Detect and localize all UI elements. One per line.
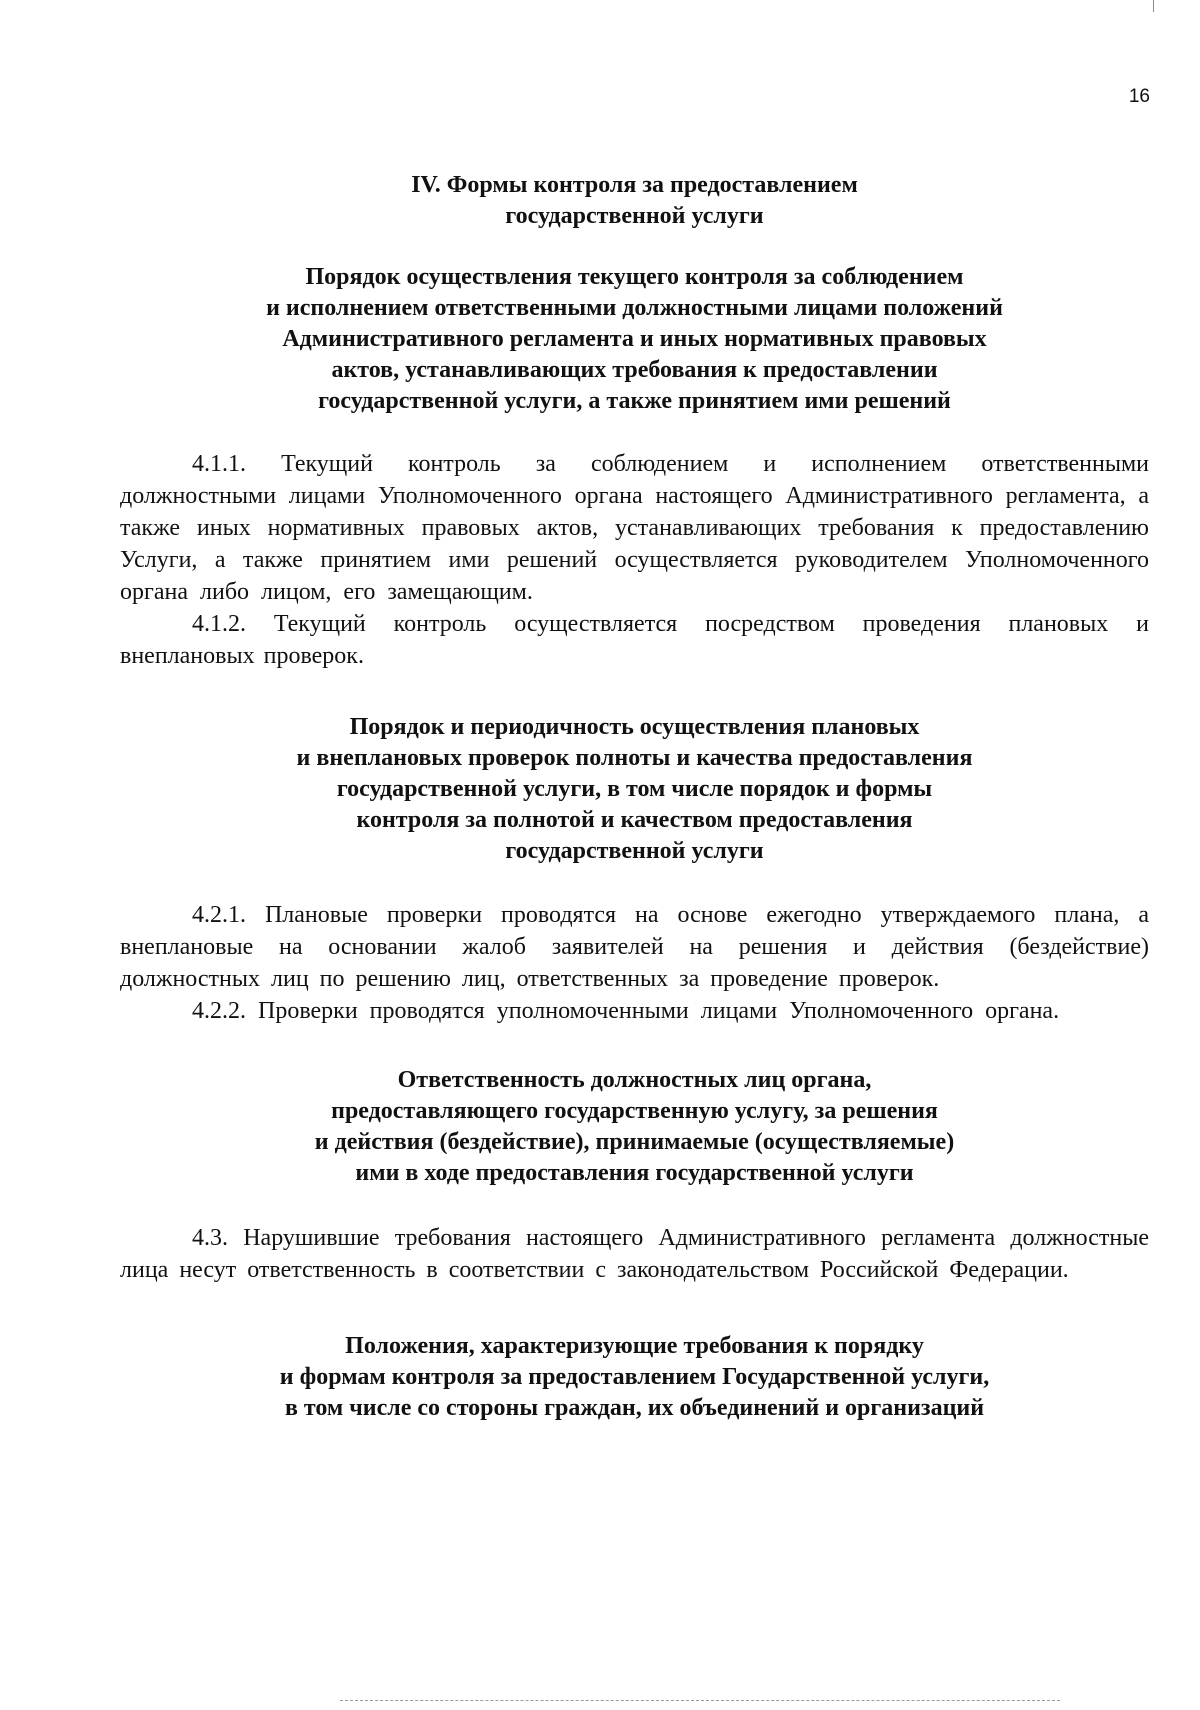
heading-line: в том числе со стороны граждан, их объединений и организаций (284, 1395, 985, 1421)
paragraph-4-2-1: 4.2.1. Плановые проверки проводятся на основе ежегодно утверждаемого плана, а внеплановые на основании жалоб заявителей на решения и действия (бездействие) должностных лиц по решению лиц, ответственных за проведение проверок. (120, 902, 1149, 992)
subsection-heading-responsibility (120, 1065, 1149, 1189)
heading-line: предоставляющего государственную услугу, за решения (331, 1098, 938, 1124)
bottom-scan-rule (340, 1700, 1060, 1701)
page-number: 16 (1128, 86, 1150, 107)
heading-line: и внеплановых проверок полноты и качества предоставления (296, 745, 973, 771)
paragraph-4-2-2: 4.2.2. Проверки проводятся уполномоченными лицами Уполномоченного органа. (192, 998, 1060, 1024)
paragraph-4-1-1: 4.1.1. Текущий контроль за соблюдением и исполнением ответственными должностными лицами Уполномоченного органа настоящего Административного регламента, а также иных нормативных правовых актов, устанавливающих требования к предоставлению Услуги, а также принятием ими решений осуществляется руководителем Уполномоченного органа либо лицом, его замещающим. (120, 451, 1149, 605)
heading-line: Положения, характеризующие требования к порядку (345, 1333, 924, 1359)
heading-line: и действия (бездействие), принимаемые (осуществляемые) (314, 1129, 955, 1155)
document-body (120, 170, 1149, 1424)
heading-line: государственной услуги (505, 838, 764, 864)
scan-edge-mark (1153, 0, 1154, 12)
heading-line: Порядок осуществления текущего контроля за соблюдением (305, 264, 964, 290)
heading-line: ими в ходе предоставления государственной услуги (355, 1160, 914, 1186)
heading-line: Порядок и периодичность осуществления плановых (349, 714, 920, 740)
heading-line: IV. Формы контроля за предоставлением (411, 172, 858, 198)
heading-line: Административного регламента и иных нормативных правовых (282, 326, 987, 352)
heading-line: и исполнением ответственными должностными лицами положений (266, 295, 1003, 321)
subsection-heading-requirements (120, 1331, 1149, 1424)
section-heading (120, 170, 1149, 232)
heading-line: контроля за полнотой и качеством предоставления (356, 807, 913, 833)
heading-line: государственной услуги, в том числе порядок и формы (336, 776, 933, 802)
heading-line: актов, устанавливающих требования к предоставлении (331, 357, 938, 383)
paragraph-4-3: 4.3. Нарушившие требования настоящего Административного регламента должностные лица несут ответственность в соответствии с законодательством Российской Федерации. (120, 1225, 1149, 1283)
heading-line: государственной услуги, а также принятием ими решений (318, 388, 951, 414)
heading-line: и формам контроля за предоставлением Государственной услуги, (279, 1364, 990, 1390)
paragraph-4-1-2: 4.1.2. Текущий контроль осуществляется посредством проведения плановых и внеплановых проверок. (120, 611, 1149, 669)
subsection-heading-inspections (120, 712, 1149, 867)
subsection-heading-current-control (120, 262, 1149, 417)
heading-line: Ответственность должностных лиц органа, (397, 1067, 872, 1093)
heading-line: государственной услуги (505, 203, 764, 229)
